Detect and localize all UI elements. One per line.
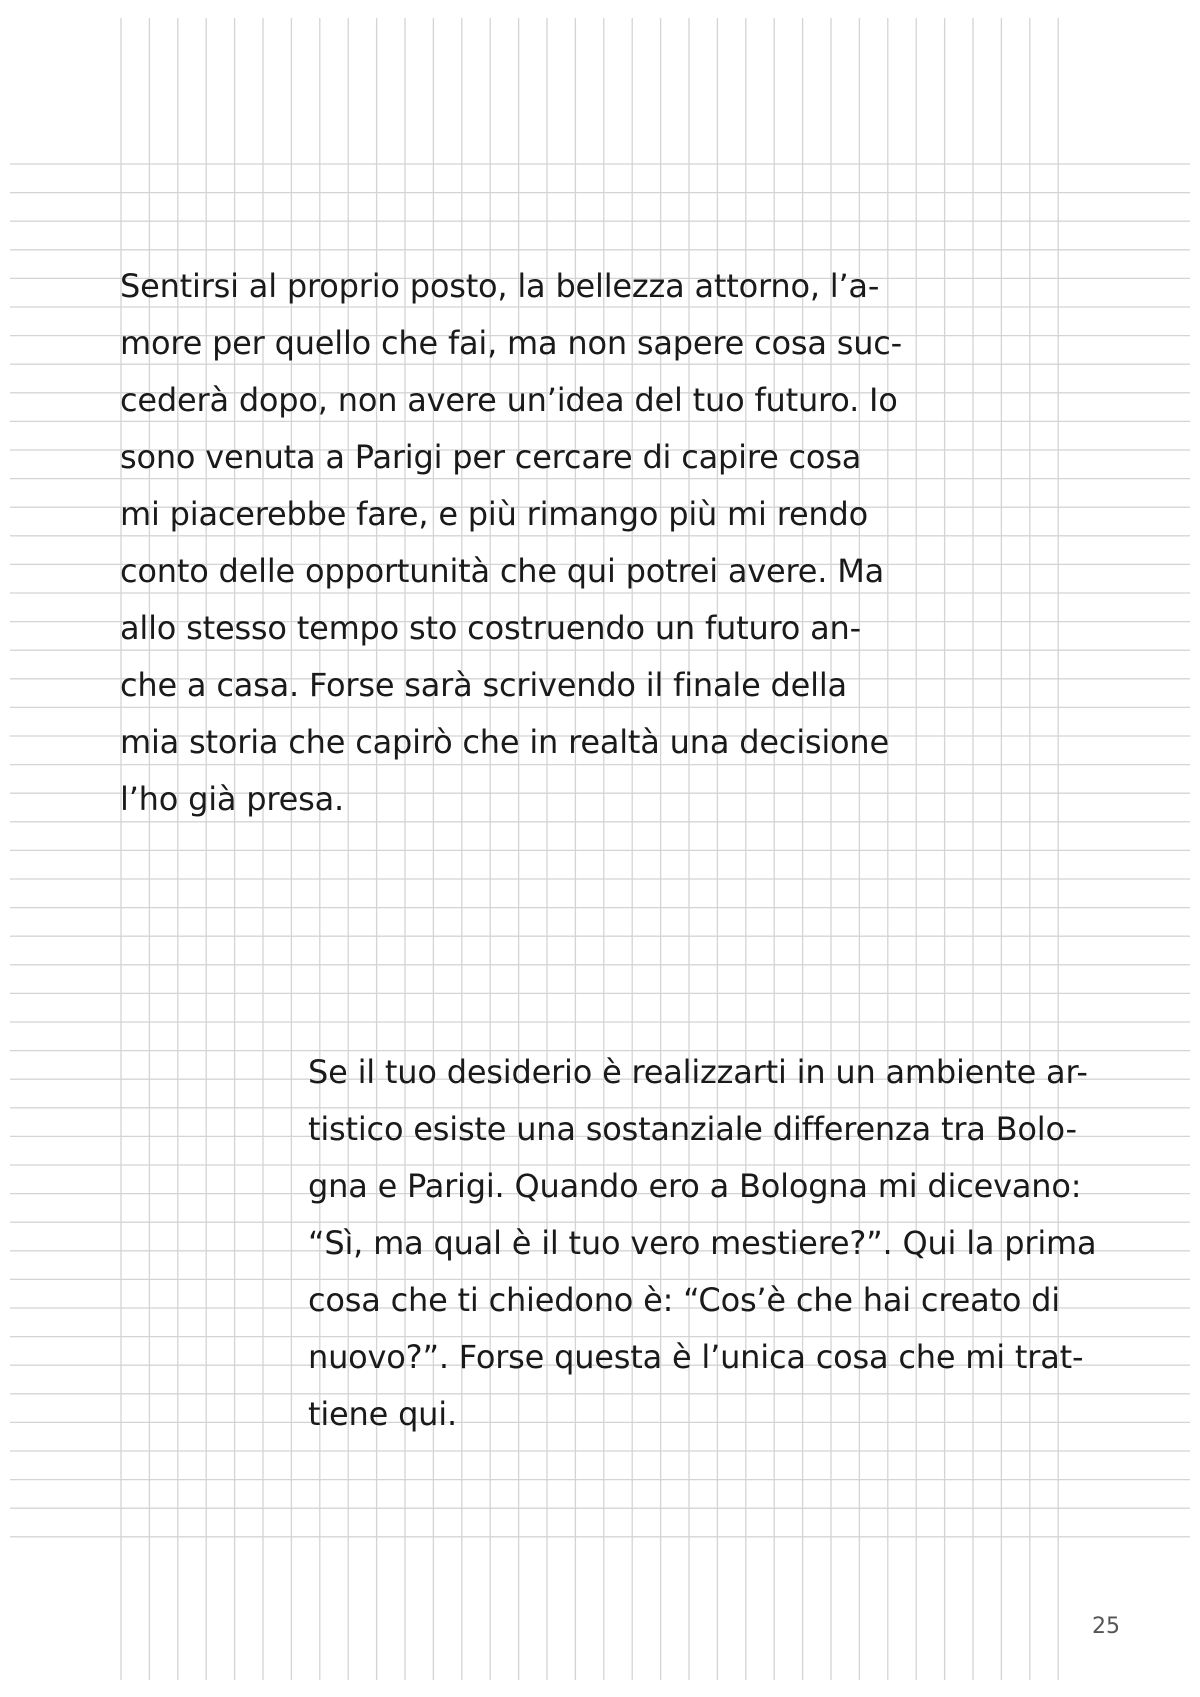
- text-line: tiene qui.: [308, 1395, 457, 1433]
- text-line: “Sì, ma qual è il tuo vero mestiere?”. Qui la prima: [308, 1224, 1097, 1262]
- text-line: Sentirsi al proprio posto, la bellezza attorno, l’a-: [120, 267, 880, 305]
- text-line: tistico esiste una sostanziale differenza tra Bolo-: [308, 1110, 1077, 1148]
- paragraph-1: [120, 258, 903, 828]
- text-line: l’ho già presa.: [120, 780, 344, 818]
- text-line: Se il tuo desiderio è realizzarti in un ambiente ar-: [308, 1053, 1088, 1091]
- text-line: more per quello che fai, ma non sapere cosa suc-: [120, 324, 903, 362]
- text-line: cosa che ti chiedono è: “Cos’è che hai creato di: [308, 1281, 1060, 1319]
- text-line: cederà dopo, non avere un’idea del tuo futuro. Io: [120, 381, 898, 419]
- text-line: nuovo?”. Forse questa è l’unica cosa che mi trat-: [308, 1338, 1084, 1376]
- text-line: gna e Parigi. Quando ero a Bologna mi dicevano:: [308, 1167, 1082, 1205]
- text-line: allo stesso tempo sto costruendo un futuro an-: [120, 609, 861, 647]
- text-line: che a casa. Forse sarà scrivendo il finale della: [120, 666, 847, 704]
- paragraph-2: [308, 1044, 1097, 1443]
- page-number: 25: [1092, 1614, 1120, 1639]
- text-line: conto delle opportunità che qui potrei avere. Ma: [120, 552, 885, 590]
- text-line: mi piacerebbe fare, e più rimango più mi rendo: [120, 495, 869, 533]
- text-line: sono venuta a Parigi per cercare di capire cosa: [120, 438, 862, 476]
- text-line: mia storia che capirò che in realtà una decisione: [120, 723, 889, 761]
